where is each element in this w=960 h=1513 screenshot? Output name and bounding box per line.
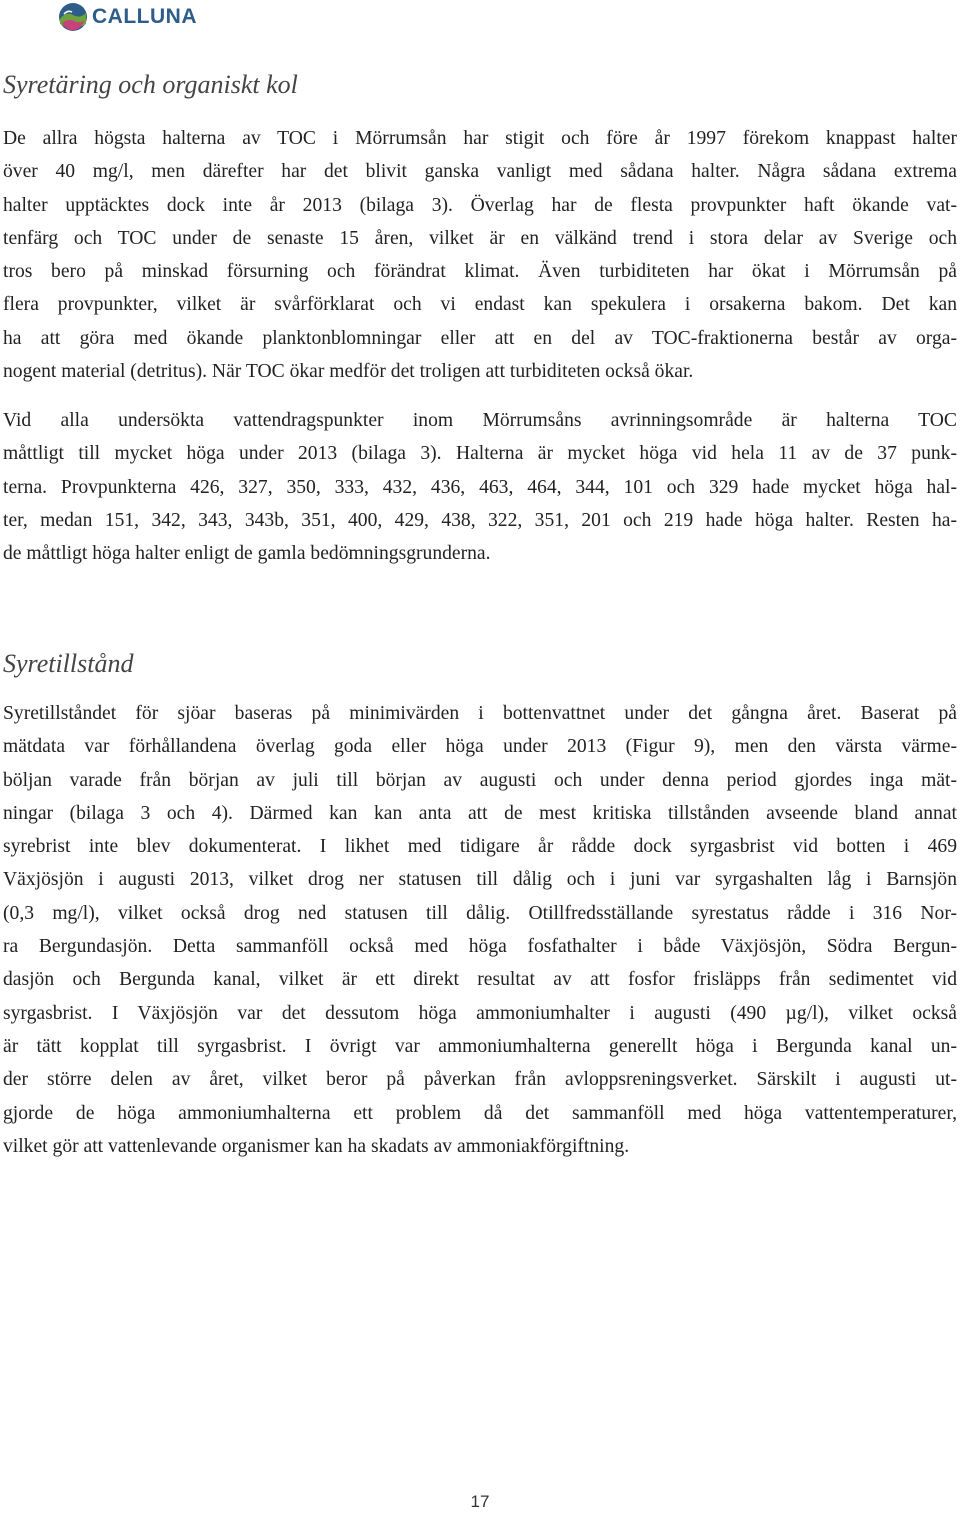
logo-text: CALLUNA xyxy=(92,5,197,28)
text-line: mätdata var förhållandena överlag goda eller höga under 2013 (Figur 9), men den värsta värme- xyxy=(3,736,957,758)
calluna-logo xyxy=(58,2,197,32)
text-line: ningar (bilaga 3 och 4). Därmed kan kan anta att de mest kritiska tillstånden avseende bland annat xyxy=(3,802,957,824)
text-line: (0,3 mg/l), vilket också drog ned statusen till dålig. Otillfredsställande syrestatus rådde i 316 Nor- xyxy=(3,902,957,924)
paragraph-syretillstand xyxy=(3,697,957,1163)
text-line: ha att göra med ökande planktonblomningar eller att en del av TOC-fraktionerna består av orga- xyxy=(3,327,957,349)
text-line: der större delen av året, vilket beror på påverkan från avloppsreningsverket. Särskilt i augusti ut- xyxy=(3,1069,957,1091)
text-line: flera provpunkter, vilket är svårförklarat och vi endast kan spekulera i orsakerna bakom. Det kan xyxy=(3,294,957,316)
text-line: Syretillståndet för sjöar baseras på minimivärden i bottenvattnet under det gångna året. Baserat på xyxy=(3,703,957,724)
text-line: syrebrist inte blev dokumenterat. I likhet med tidigare år rådde dock syrgasbrist vid botten i 469 xyxy=(3,836,957,858)
text-line: Vid alla undersökta vattendragspunkter inom Mörrumsåns avrinningsområde är halterna TOC xyxy=(3,410,957,431)
text-line: Växjösjön i augusti 2013, vilket drog ner statusen till dålig och i juni var syrgashalten låg i Barnsjön xyxy=(3,869,957,891)
text-line: böljan varade från början av juli till början av augusti och under denna period gjordes inga mät- xyxy=(3,769,957,791)
text-line: vilket gör att vattenlevande organismer kan ha skadats av ammoniakförgiftning. xyxy=(3,1135,630,1157)
text-line: halter upptäcktes dock inte år 2013 (bilaga 3). Överlag har de flesta provpunkter haft ökande vat- xyxy=(3,194,957,216)
text-line: tros bero på minskad försurning och förändrat klimat. Även turbiditeten har ökat i Mörrumsån på xyxy=(3,261,957,283)
text-line: nogent material (detritus). När TOC ökar medför det troligen att turbiditeten också ökar. xyxy=(3,361,694,383)
calluna-logo-icon xyxy=(58,2,88,32)
text-line: över 40 mg/l, men därefter har det blivit ganska vanligt med sådana halter. Några sådana extrema xyxy=(3,161,957,183)
text-line: terna. Provpunkterna 426, 327, 350, 333, 432, 436, 463, 464, 344, 101 och 329 hade mycket höga hal- xyxy=(3,476,957,498)
text-line: måttligt till mycket höga under 2013 (bilaga 3). Halterna är mycket höga vid hela 11 av de 37 punk- xyxy=(3,443,957,465)
text-line: syrgasbrist. I Växjösjön var det dessutom höga ammoniumhalter i augusti (490 µg/l), vilket också xyxy=(3,1002,957,1024)
paragraph-vattendrag xyxy=(3,404,957,570)
text-line: är tätt kopplat till syrgasbrist. I övrigt var ammoniumhalterna generellt höga i Bergunda kanal un- xyxy=(3,1035,957,1057)
text-line: dasjön och Bergunda kanal, vilket är ett direkt resultat av att fosfor frisläpps från sedimentet vid xyxy=(3,969,957,991)
text-line: ter, medan 151, 342, 343, 343b, 351, 400, 429, 438, 322, 351, 201 och 219 hade höga halter. Resten ha- xyxy=(3,509,957,531)
text-line: tenfärg och TOC under de senaste 15 åren, vilket är en välkänd trend i stora delar av Sverige och xyxy=(3,227,957,249)
text-line: de måttligt höga halter enligt de gamla bedömningsgrunderna. xyxy=(3,543,491,565)
paragraph-toc xyxy=(3,122,957,388)
section-heading-syretaring: Syretäring och organiskt kol xyxy=(3,70,298,99)
text-line: gjorde de höga ammoniumhalterna ett problem då det sammanföll med höga vattentemperaturer, xyxy=(3,1102,957,1124)
text-line: ra Bergundasjön. Detta sammanföll också med höga fosfathalter i både Växjösjön, Södra Bergun- xyxy=(3,936,957,958)
text-line: De allra högsta halterna av TOC i Mörrumsån har stigit och före år 1997 förekom knappast halter xyxy=(3,128,957,149)
section-heading-syretillstand: Syretillstånd xyxy=(3,649,134,678)
page-number: 17 xyxy=(470,1492,490,1511)
